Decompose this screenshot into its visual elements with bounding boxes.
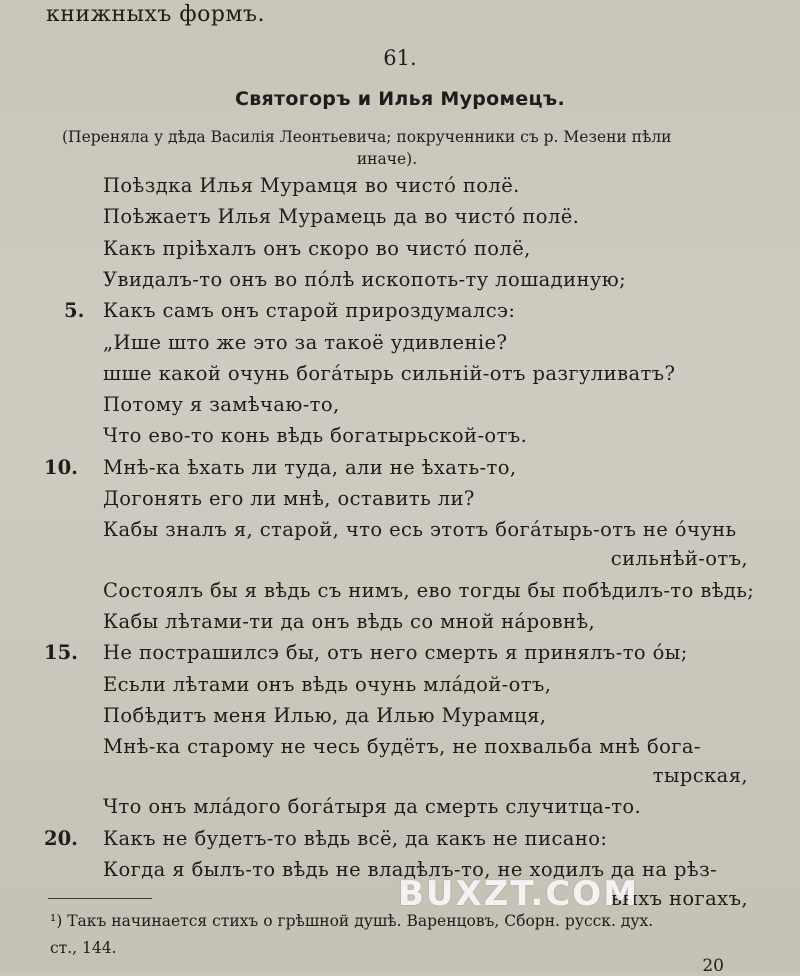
verse-line: Что онъ млáдого богáтыря да смерть случитца-то. xyxy=(103,795,642,819)
verse-line-continuation: тырская, xyxy=(652,764,748,788)
verse-line: Поѣздка Илья Мурамця во чистó полё. xyxy=(103,174,520,197)
verse-line: Мнѣ-ка ѣхать ли туда, али не ѣхать-то, xyxy=(103,455,517,479)
verse-line: Увидалъ-то онъ во пóлѣ ископоть-ту лошадиную; xyxy=(103,267,627,291)
verse-line-continuation: сильнѣй-отъ, xyxy=(610,547,748,571)
verse-line: Какъ не будетъ-то вѣдь всё, да какъ не писано: xyxy=(103,826,608,850)
piece-title: Святогоръ и Илья Муромецъ. xyxy=(234,88,566,110)
line-number: 20. xyxy=(44,826,78,850)
footnote-line-2: ст., 144. xyxy=(50,939,117,957)
footnote-rule xyxy=(48,898,152,899)
verse-line: Какъ самъ онъ старой прироздумалсэ: xyxy=(103,299,516,323)
verse-line: „Ише што же это за такоё удивленіе? xyxy=(103,330,508,354)
verse-line: Догонять его ли мнѣ, оставить ли? xyxy=(103,487,475,510)
verse-line: Есьли лѣтами онъ вѣдь очунь млáдой-отъ, xyxy=(103,672,552,696)
watermark: BUXZT.COM xyxy=(398,874,640,914)
verse-line: Кабы зналъ я, старой, что есь этотъ богáтырь-отъ не óчунь xyxy=(103,518,737,542)
footnote-line-1: ¹) Такъ начинается стихъ о грѣшной душѣ. Варенцовъ, Сборн. русск. дух. xyxy=(50,912,654,930)
page-number: 20 xyxy=(702,956,724,976)
verse-line: Не пострашилсэ бы, отъ него смерть я принялъ-то óы; xyxy=(103,641,688,665)
verse-line: Когда я былъ-то вѣдь не владѣлъ-то, не ходилъ да на рѣз- xyxy=(103,858,718,881)
source-note-line-2: иначе). xyxy=(356,150,418,168)
verse-line-continuation: выхъ ногахъ, xyxy=(610,887,748,910)
line-number: 15. xyxy=(44,641,78,665)
verse-line: Состоялъ бы я вѣдь съ нимъ, ево тогды бы побѣдилъ-то вѣдь; xyxy=(103,578,755,602)
continued-text: книжныхъ формъ. xyxy=(46,2,266,27)
verse-line: шше какой очунь богáтырь сильній-отъ разгуливатъ? xyxy=(103,361,676,385)
verse-line: Что ево-то конь вѣдь богатырьской-отъ. xyxy=(103,424,528,448)
footnote xyxy=(50,908,780,962)
verse-line: Побѣдитъ меня Илью, да Илью Мурамця, xyxy=(103,703,547,727)
verse-line: Поѣжаетъ Илья Мурамець да во чистó полё. xyxy=(103,205,580,229)
line-number: 10. xyxy=(44,455,78,479)
piece-number: 61. xyxy=(383,46,417,70)
line-number: 5. xyxy=(64,299,85,323)
verse-line: Какъ пріѣхалъ онъ скоро во чистó полё, xyxy=(103,236,531,260)
verse-line: Кабы лѣтами-ти да онъ вѣдь со мной нáровнѣ, xyxy=(103,609,596,633)
source-note xyxy=(62,126,752,170)
verse-line: Потому я замѣчаю-то, xyxy=(103,393,340,417)
source-note-line-1: (Переняла у дѣда Василія Леонтьевича; покрученники съ р. Мезени пѣли xyxy=(62,128,672,146)
verse-line: Мнѣ-ка старому не чесь будётъ, не похвальба мнѣ бога- xyxy=(103,735,701,759)
